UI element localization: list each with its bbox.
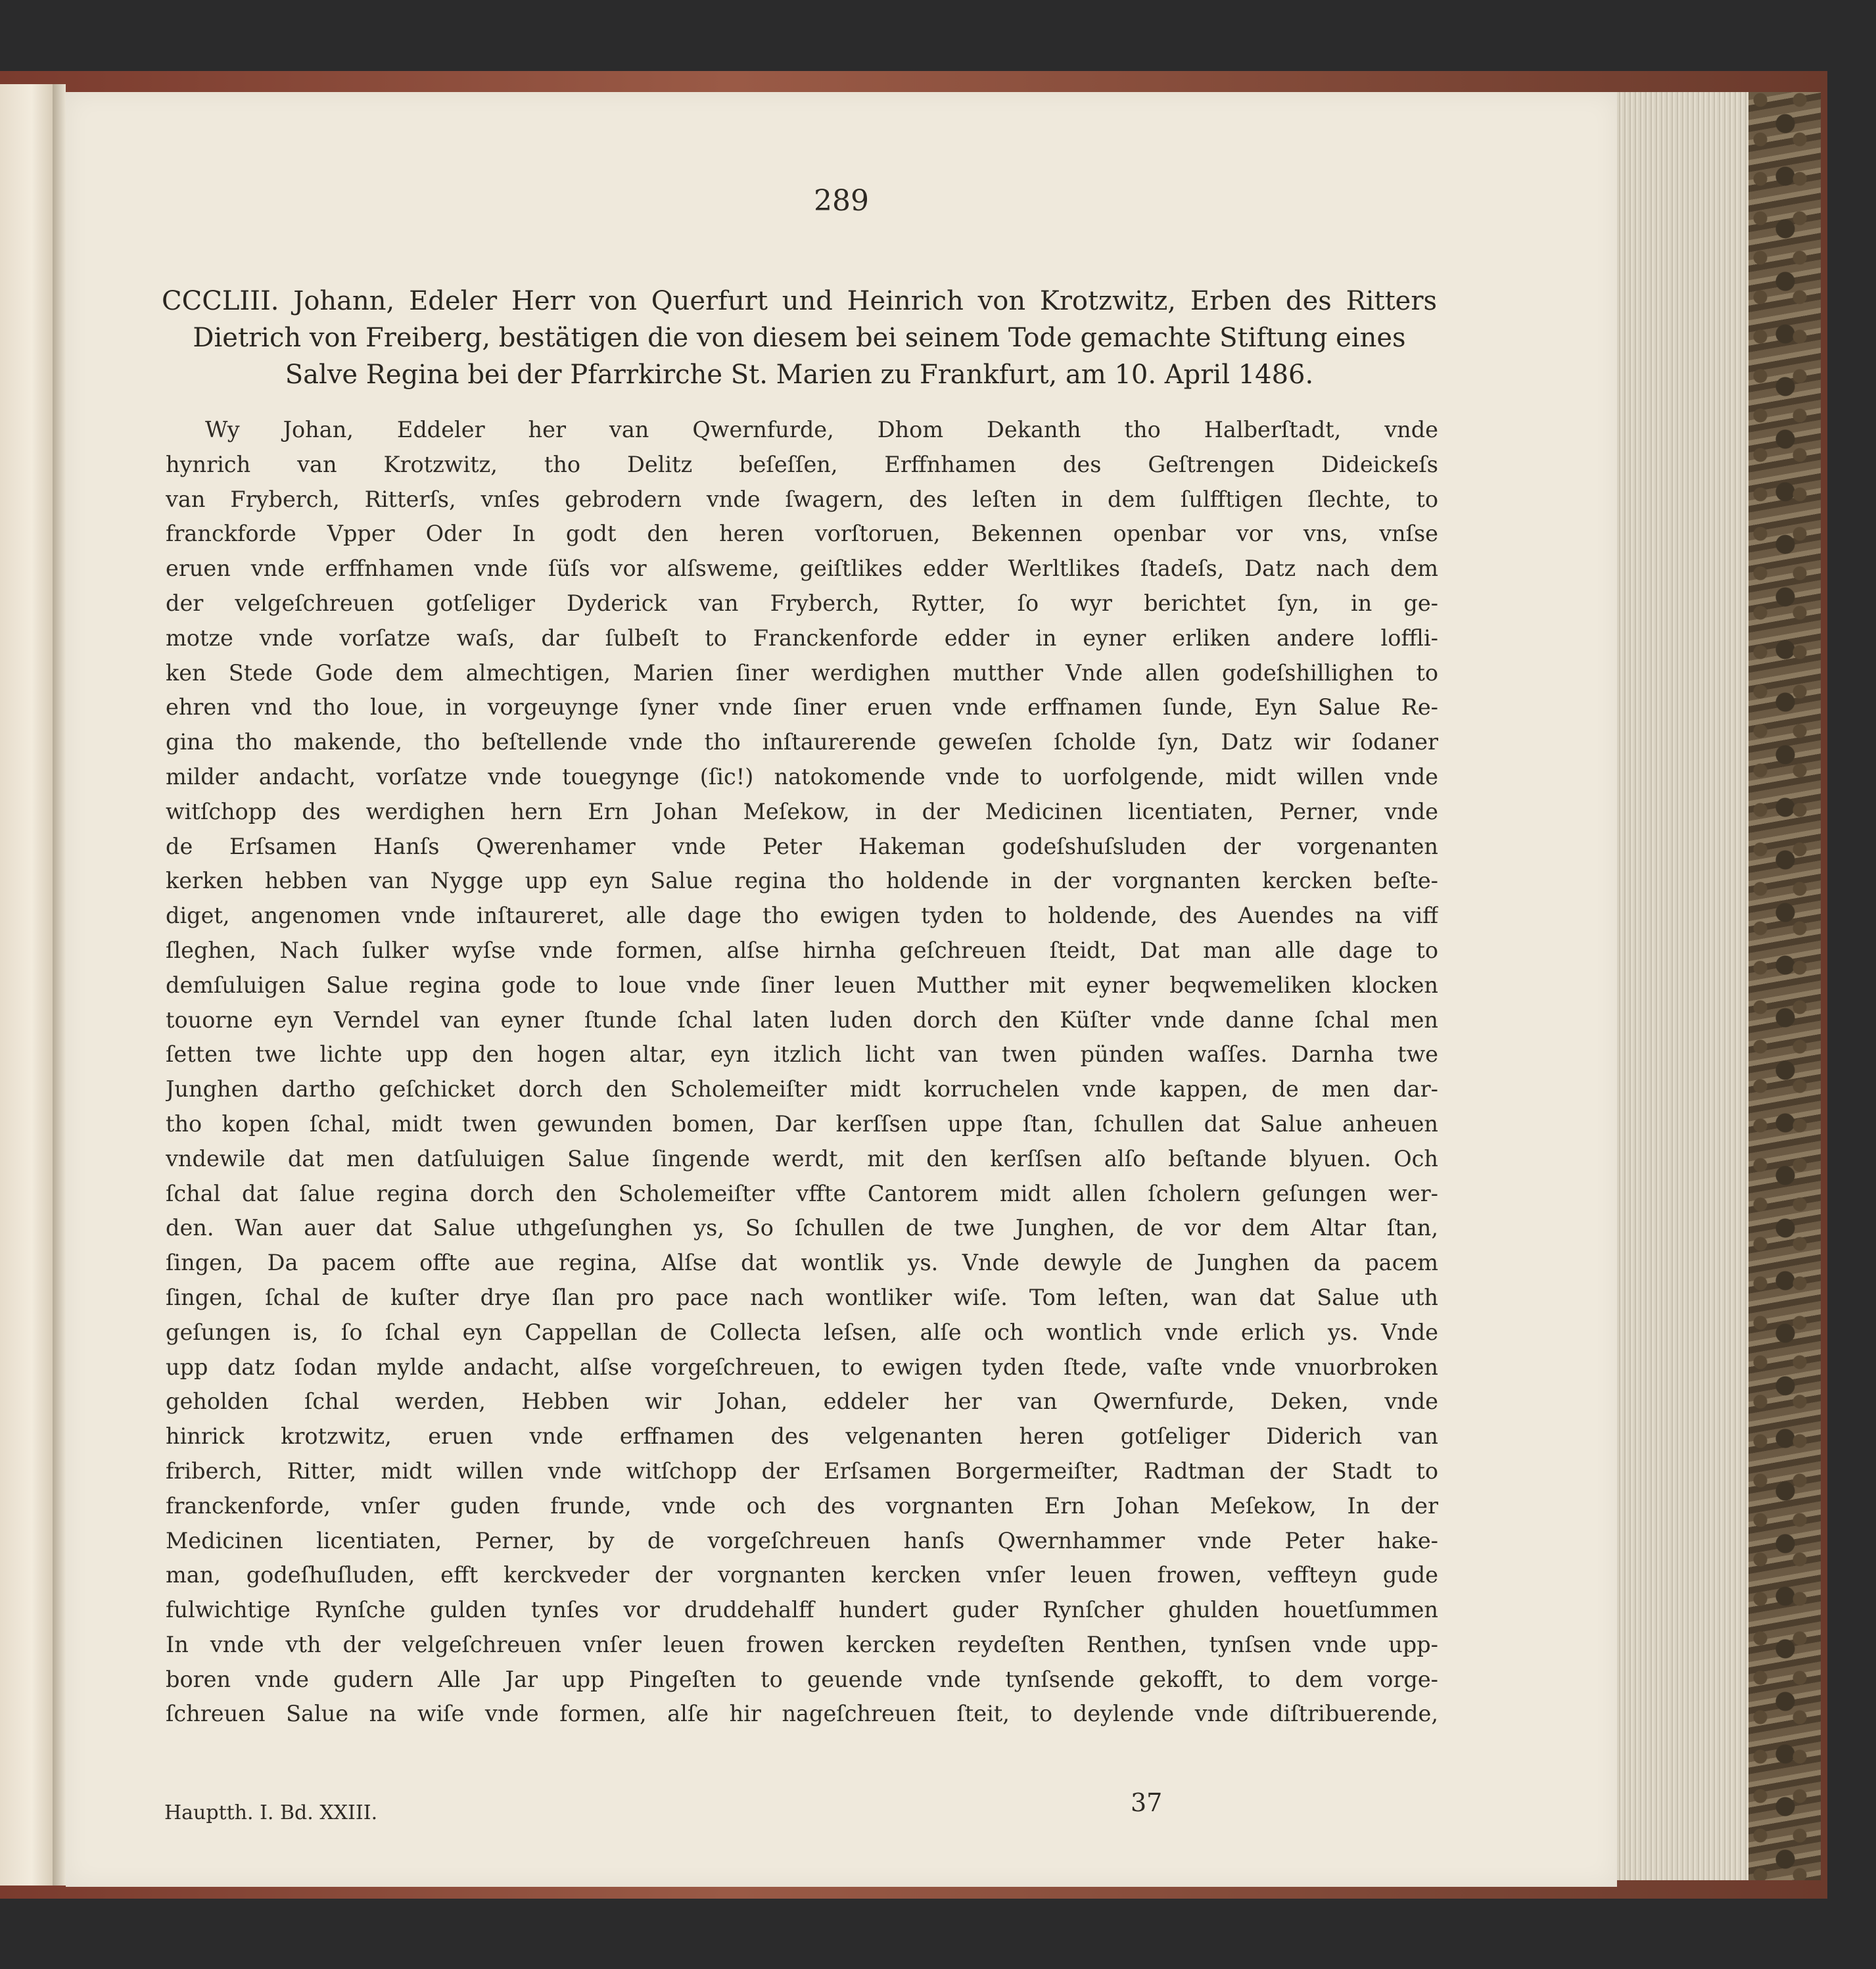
body-line: geſungen is, ſo ſchal eyn Cappellan de Collecta leſsen, alſe och wontlich vnde erlich ys. Vnde: [166, 1319, 1438, 1345]
document-body: [166, 413, 1438, 1732]
body-line: ſingen, ſchal de kuſter drye ſlan pro pace nach wontliker wiſe. Tom leſten, wan dat Salue uth: [166, 1284, 1438, 1310]
page-block-edges: [1617, 92, 1748, 1880]
body-line: hinrick krotzwitz, eruen vnde erffnamen des velgenanten heren gotſeliger Diderich van: [166, 1423, 1438, 1450]
body-line: ſleghen, Nach ſulker wyſse vnde formen, alſse hirnha geſchreuen ſteidt, Dat man alle dage to: [166, 937, 1438, 963]
body-line: tho kopen ſchal, midt twen gewunden bomen, Dar kerſſsen uppe ſtan, ſchullen dat Salue anheuen: [166, 1110, 1438, 1137]
body-line: witſchopp des werdighen hern Ern Johan Meſekow, in der Medicinen licentiaten, Perner, vnde: [166, 798, 1438, 824]
body-line: de Erſsamen Hanſs Qwerenhamer vnde Peter Hakeman godeſshuſsluden der vorgenanten: [166, 833, 1438, 859]
heading-line: Dietrich von Freiberg, bestätigen die von diesem bei seinem Tode gemachte Stiftung eines: [193, 323, 1406, 353]
page-number: 289: [814, 184, 869, 218]
body-line: ehren vnd tho loue, in vorgeuynge ſyner vnde ſiner eruen vnde erffnamen ſunde, Eyn Salue Re-: [166, 694, 1438, 721]
body-line: eruen vnde erffnhamen vnde ſüſs vor alſsweme, geiſtlikes edder Werltlikes ſtadeſs, Datz nach dem: [166, 556, 1438, 582]
marbled-endpaper: [1748, 92, 1821, 1880]
body-line: Wy Johan, Eddeler her van Qwernfurde, Dhom Dekanth tho Halberſtadt, vnde: [205, 417, 1438, 442]
body-line: ken Stede Gode dem almechtigen, Marien ſiner werdighen mutther Vnde allen godeſshillighen to: [166, 659, 1438, 686]
body-line: demſuluigen Salue regina gode to loue vnde ſiner leuen Mutther mit eyner beqwemeliken klocken: [166, 972, 1438, 998]
body-line: In vnde vth der velgeſchreuen vnſer leuen frowen kercken reydeſten Renthen, tynſsen vnde upp-: [166, 1631, 1438, 1657]
document-heading: [162, 283, 1437, 393]
body-line: touorne eyn Verndel van eyner ſtunde ſchal laten luden dorch den Küſter vnde danne ſchal men: [166, 1007, 1438, 1033]
body-line: der velgeſchreuen gotſeliger Dyderick van Fryberch, Rytter, ſo wyr berichtet ſyn, in ge-: [166, 590, 1438, 616]
facing-page-edge: [0, 84, 53, 1886]
body-line: ſetten twe lichte upp den hogen altar, eyn itzlich licht van twen pünden waſſes. Darnha twe: [166, 1041, 1438, 1068]
document-page: [66, 92, 1617, 1887]
body-line: fulwichtige Rynſche gulden tynſes vor druddehalff hundert guder Rynſcher ghulden houetſummen: [166, 1597, 1438, 1623]
body-line: franckenforde, vnſer guden frunde, vnde och des vorgnanten Ern Johan Meſekow, In der: [166, 1492, 1438, 1519]
body-line: Medicinen licentiaten, Perner, by de vorgeſchreuen hanſs Qwernhammer vnde Peter hake-: [166, 1527, 1438, 1554]
body-line: den. Wan auer dat Salue uthgeſunghen ys, So ſchullen de twe Junghen, de vor dem Altar ſtan,: [166, 1215, 1438, 1241]
book-gutter: [53, 84, 66, 1886]
body-line: milder andacht, vorſatze vnde touegynge (ſic!) natokomende vnde to uorfolgende, midt willen vnde: [166, 763, 1438, 790]
body-line: friberch, Ritter, midt willen vnde witſchopp der Erſsamen Borgermeiſter, Radtman der Stadt to: [166, 1458, 1438, 1484]
body-line: Junghen dartho geſchicket dorch den Scholemeiſter midt korruchelen vnde kappen, de men dar-: [166, 1076, 1438, 1103]
body-line: motze vnde vorſatze waſs, dar ſulbeſt to Franckenforde edder in eyner erliken andere loffli-: [166, 625, 1438, 651]
body-line: ſchreuen Salue na wiſe vnde formen, alſe hir nageſchreuen ſteit, to deylende vnde diſtribuerende,: [166, 1701, 1438, 1727]
body-line: hynrich van Krotzwitz, tho Delitz beſeſſen, Erffnhamen des Geſtrengen Dideickeſs: [166, 451, 1438, 477]
body-line: ſingen, Da pacem offte aue regina, Alſse dat wontlik ys. Vnde dewyle de Junghen da pacem: [166, 1250, 1438, 1276]
heading-line: Salve Regina bei der Pfarrkirche St. Marien zu Frankfurt, am 10. April 1486.: [285, 360, 1314, 390]
body-line: ſchal dat ſalue regina dorch den Scholemeiſter vffte Cantorem midt allen ſcholern geſungen wer-: [166, 1180, 1438, 1206]
body-line: franckforde Vpper Oder In godt den heren vorſtoruen, Bekennen openbar vor vns, vnſse: [166, 521, 1438, 547]
body-line: gina tho makende, tho beſtellende vnde tho inſtaurerende geweſen ſcholde ſyn, Datz wir ſodaner: [166, 729, 1438, 755]
body-line: van Fryberch, Ritterſs, vnſes gebrodern vnde ſwagern, des leſten in dem ſulfftigen ſlechte, to: [166, 486, 1438, 512]
body-line: vndewile dat men datſuluigen Salue ſingende werdt, mit den kerſſsen alſo beſtande blyuen. Och: [166, 1145, 1438, 1172]
signature-mark: 37: [1131, 1788, 1163, 1817]
body-line: man, godeſhuſluden, efft kerckveder der vorgnanten kercken vnſer leuen frowen, veffteyn gude: [166, 1562, 1438, 1588]
body-line: geholden ſchal werden, Hebben wir Johan, eddeler her van Qwernfurde, Deken, vnde: [166, 1388, 1438, 1415]
body-line: upp datz ſodan mylde andacht, alſse vorgeſchreuen, to ewigen tyden ſtede, vaſte vnde vnuorbroken: [166, 1354, 1438, 1380]
footer-reference: Hauptth. I. Bd. XXIII.: [164, 1801, 378, 1824]
body-line: diget, angenomen vnde inſtaureret, alle dage tho ewigen tyden to holdende, des Auendes na viff: [166, 903, 1438, 929]
heading-line: CCCLIII. Johann, Edeler Herr von Querfurt und Heinrich von Krotzwitz, Erben des Ritters: [162, 286, 1437, 316]
body-line: kerken hebben van Nygge upp eyn Salue regina tho holdende in der vorgnanten kercken beſte-: [166, 868, 1438, 894]
body-line: boren vnde gudern Alle Jar upp Pingeſten to geuende vnde tynſsende gekofft, to dem vorge-: [166, 1666, 1438, 1692]
